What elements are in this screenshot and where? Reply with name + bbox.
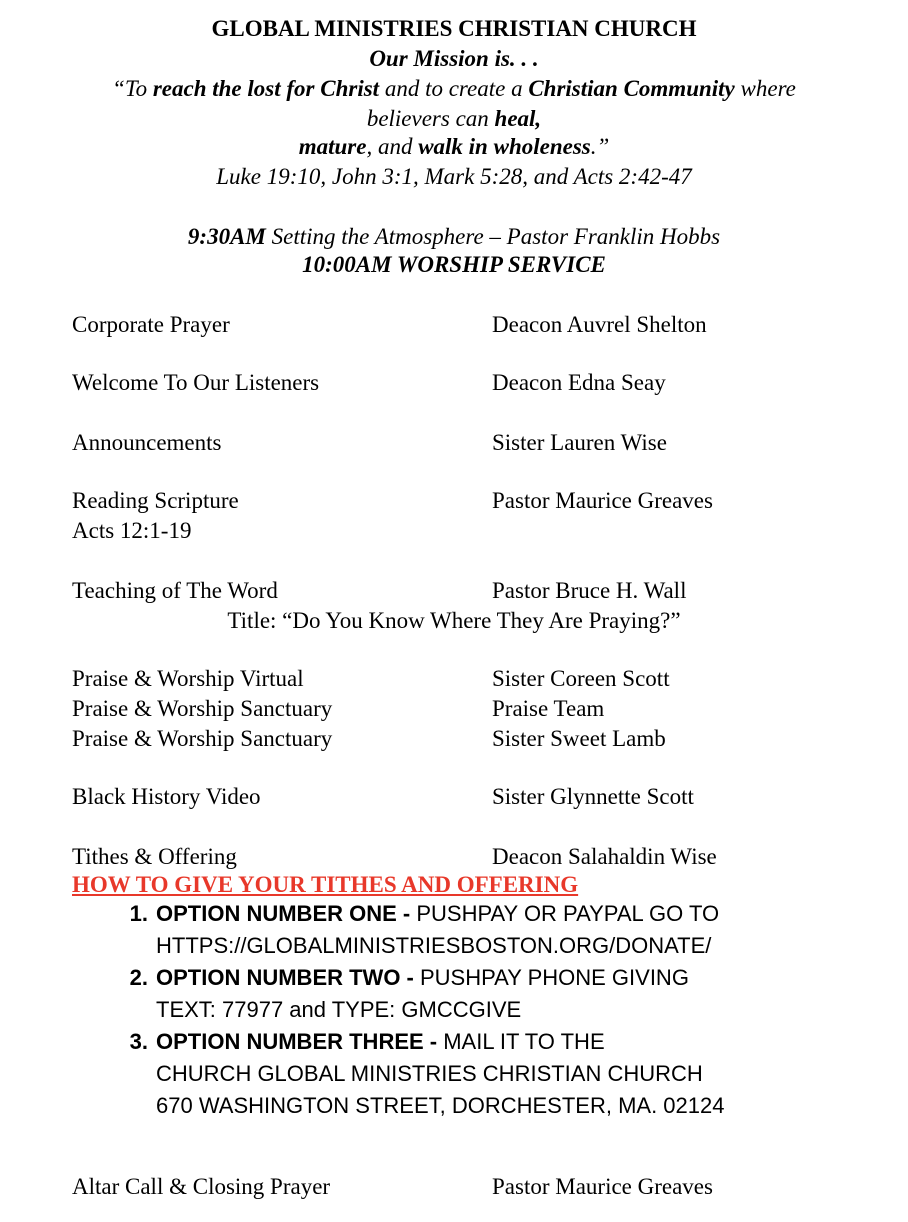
mission-text: reach the lost for Christ (152, 76, 380, 101)
option-text: MAIL IT TO THE (443, 1029, 605, 1054)
option-text: PUSHPAY OR PAYPAL GO TO (416, 901, 720, 926)
mission-text: believers can (366, 106, 495, 131)
mission-text: heal, (494, 106, 542, 131)
mission-text: , and (366, 134, 419, 159)
giving-option-2 (112, 962, 872, 1026)
program-person: Pastor Maurice Greaves (492, 488, 713, 513)
scripture-references: Luke 19:10, John 3:1, Mark 5:28, and Acts 2:42-47 (216, 164, 692, 189)
option-label: OPTION NUMBER ONE - (156, 901, 417, 926)
program-person: Deacon Auvrel Shelton (492, 312, 707, 337)
program-item: Announcements (72, 430, 222, 455)
mission-label: Our Mission is. . . (369, 46, 539, 71)
worship-service-title: 10:00AM WORSHIP SERVICE (302, 252, 606, 277)
church-name: GLOBAL MINISTRIES CHRISTIAN CHURCH (211, 16, 697, 41)
program-person: Sister Sweet Lamb (492, 726, 666, 751)
mission-line-2 (0, 104, 908, 134)
mailing-address: 670 WASHINGTON STREET, DORCHESTER, MA. 02124 (156, 1093, 725, 1118)
donate-url: HTTPS://GLOBALMINISTRIESBOSTON.ORG/DONATE/ (156, 933, 712, 958)
program-item: Tithes & Offering (72, 844, 237, 869)
program-person: Deacon Salahaldin Wise (492, 844, 717, 869)
mission-text: and to create a (379, 76, 529, 101)
program-item: Black History Video (72, 784, 261, 809)
atmosphere-time: 9:30AM (187, 224, 266, 249)
option-label: OPTION NUMBER THREE - (156, 1029, 444, 1054)
giving-heading: HOW TO GIVE YOUR TITHES AND OFFERING (72, 872, 579, 897)
giving-option-1 (112, 898, 872, 962)
atmosphere-line (0, 222, 908, 252)
option-number: 2. (129, 965, 148, 990)
option-line (156, 898, 719, 930)
mission-text: walk in wholeness (418, 134, 591, 159)
program-person: Praise Team (492, 696, 605, 721)
program-person: Deacon Edna Seay (492, 370, 666, 395)
option-line (156, 1026, 605, 1058)
program-item: Praise & Worship Sanctuary (72, 726, 333, 751)
option-line (156, 962, 689, 994)
program-person: Sister Glynnette Scott (492, 784, 694, 809)
program-item: Corporate Prayer (72, 312, 230, 337)
giving-option-3 (112, 1026, 872, 1122)
program-item: Teaching of The Word (72, 578, 278, 603)
program-item: Welcome To Our Listeners (72, 370, 320, 395)
mission-line-1 (0, 74, 908, 104)
program-person: Sister Lauren Wise (492, 430, 667, 455)
program-item: Reading Scripture (72, 488, 239, 513)
program-person: Pastor Maurice Greaves (492, 1174, 713, 1199)
option-text: TEXT: 77977 and TYPE: GMCCGIVE (156, 997, 522, 1022)
sermon-title: Title: “Do You Know Where They Are Praying?” (227, 608, 681, 633)
option-number: 3. (129, 1029, 148, 1054)
program-person: Sister Coreen Scott (492, 666, 670, 691)
mission-text: Christian Community (528, 76, 735, 101)
mission-line-3 (0, 132, 908, 162)
scripture-passage: Acts 12:1-19 (72, 518, 192, 543)
option-text: CHURCH GLOBAL MINISTRIES CHRISTIAN CHURCH (156, 1061, 703, 1086)
program-item: Altar Call & Closing Prayer (72, 1174, 331, 1199)
option-text: PUSHPAY PHONE GIVING (419, 965, 689, 990)
mission-text: where (734, 76, 796, 101)
mission-text: “To (112, 76, 153, 101)
program-item: Praise & Worship Sanctuary (72, 696, 333, 721)
program-person: Pastor Bruce H. Wall (492, 578, 687, 603)
mission-text: .” (590, 134, 610, 159)
program-item: Praise & Worship Virtual (72, 666, 304, 691)
atmosphere-text: Setting the Atmosphere – Pastor Franklin Hobbs (265, 224, 721, 249)
option-number: 1. (129, 901, 148, 926)
mission-text: mature (298, 134, 367, 159)
option-label: OPTION NUMBER TWO - (156, 965, 420, 990)
